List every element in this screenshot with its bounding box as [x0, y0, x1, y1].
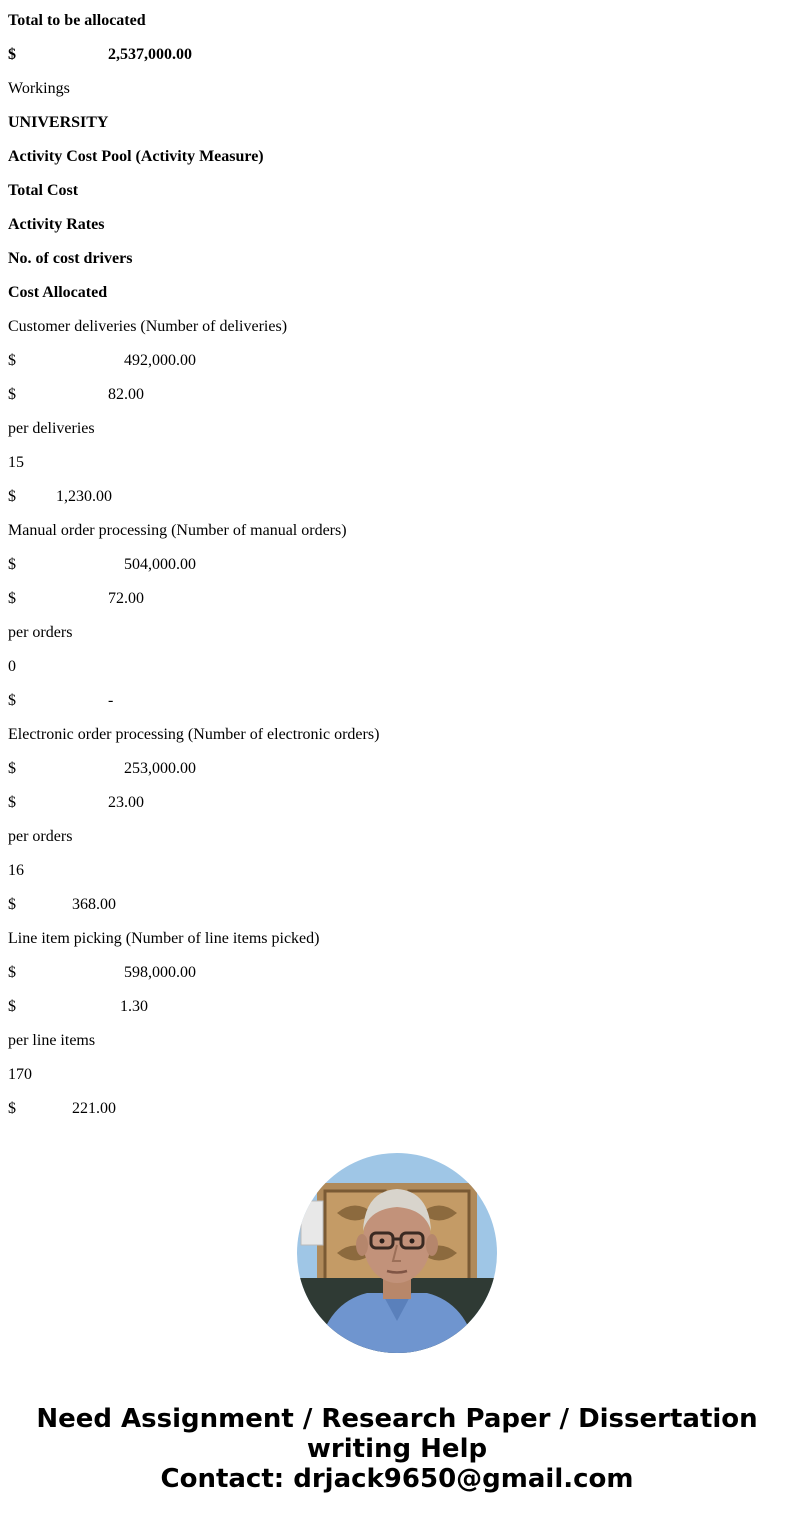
row-rate-unit: per orders	[8, 828, 73, 845]
currency-symbol: $	[8, 488, 16, 505]
header-activity-rates: Activity Rates	[8, 216, 105, 233]
activity-rate-value: 82.00	[108, 386, 144, 403]
cost-allocated-value: 1,230.00	[56, 488, 112, 505]
currency-symbol: $	[8, 556, 16, 573]
currency-symbol: $	[8, 352, 16, 369]
total-cost-value: 253,000.00	[124, 760, 196, 777]
document-body	[8, 12, 788, 1134]
total-allocated-label: Total to be allocated	[8, 12, 146, 29]
activity-rate-value: 72.00	[108, 590, 144, 607]
row-activity-rate	[8, 386, 788, 420]
row-pool-name: Customer deliveries (Number of deliveries)	[8, 318, 288, 335]
activity-rate-value: 23.00	[108, 794, 144, 811]
row-cost-drivers: 16	[8, 862, 24, 879]
row-cost-drivers: 0	[8, 658, 16, 675]
total-cost-value: 504,000.00	[124, 556, 196, 573]
total-cost-value: 598,000.00	[124, 964, 196, 981]
promo-line-1: Need Assignment / Research Paper / Dissertation	[36, 1404, 758, 1434]
promo-line-2: writing Help	[306, 1434, 488, 1464]
row-rate-unit: per deliveries	[8, 420, 95, 437]
cost-allocated-value: 221.00	[72, 1100, 116, 1117]
currency-symbol: $	[8, 1100, 16, 1117]
row-pool-name: Line item picking (Number of line items picked)	[8, 930, 320, 947]
row-cost-allocated	[8, 488, 788, 522]
total-cost-value: 492,000.00	[124, 352, 196, 369]
row-total-cost	[8, 556, 788, 590]
university-label: UNIVERSITY	[8, 114, 109, 131]
row-activity-rate	[8, 794, 788, 828]
currency-symbol: $	[8, 46, 16, 63]
row-cost-drivers: 15	[8, 454, 24, 471]
author-avatar	[297, 1153, 497, 1353]
row-cost-allocated	[8, 1100, 788, 1134]
row-cost-allocated	[8, 692, 788, 726]
header-activity-cost-pool: Activity Cost Pool (Activity Measure)	[8, 148, 264, 165]
header-total-cost: Total Cost	[8, 182, 79, 199]
currency-symbol: $	[8, 386, 16, 403]
row-total-cost	[8, 352, 788, 386]
row-total-cost	[8, 760, 788, 794]
row-pool-name: Electronic order processing (Number of electronic orders)	[8, 726, 380, 743]
promo-banner	[0, 1404, 794, 1494]
activity-rate-value: 1.30	[120, 998, 148, 1015]
total-allocated-value	[8, 46, 788, 80]
row-rate-unit: per line items	[8, 1032, 96, 1049]
row-activity-rate	[8, 590, 788, 624]
header-cost-allocated: Cost Allocated	[8, 284, 108, 301]
row-cost-allocated	[8, 896, 788, 930]
currency-symbol: $	[8, 692, 16, 709]
currency-symbol: $	[8, 590, 16, 607]
row-pool-name: Manual order processing (Number of manual orders)	[8, 522, 347, 539]
row-total-cost	[8, 964, 788, 998]
row-activity-rate	[8, 998, 788, 1032]
currency-symbol: $	[8, 794, 16, 811]
workings-label: Workings	[8, 80, 70, 97]
currency-symbol: $	[8, 760, 16, 777]
currency-symbol: $	[8, 998, 16, 1015]
header-cost-drivers: No. of cost drivers	[8, 250, 133, 267]
promo-contact: Contact: drjack9650@gmail.com	[160, 1464, 634, 1494]
currency-symbol: $	[8, 896, 16, 913]
total-amount: 2,537,000.00	[108, 46, 192, 63]
cost-allocated-value: 368.00	[72, 896, 116, 913]
currency-symbol: $	[8, 964, 16, 981]
person-portrait-icon	[297, 1153, 497, 1353]
row-rate-unit: per orders	[8, 624, 73, 641]
row-cost-drivers: 170	[8, 1066, 32, 1083]
cost-allocated-value: -	[108, 692, 114, 709]
